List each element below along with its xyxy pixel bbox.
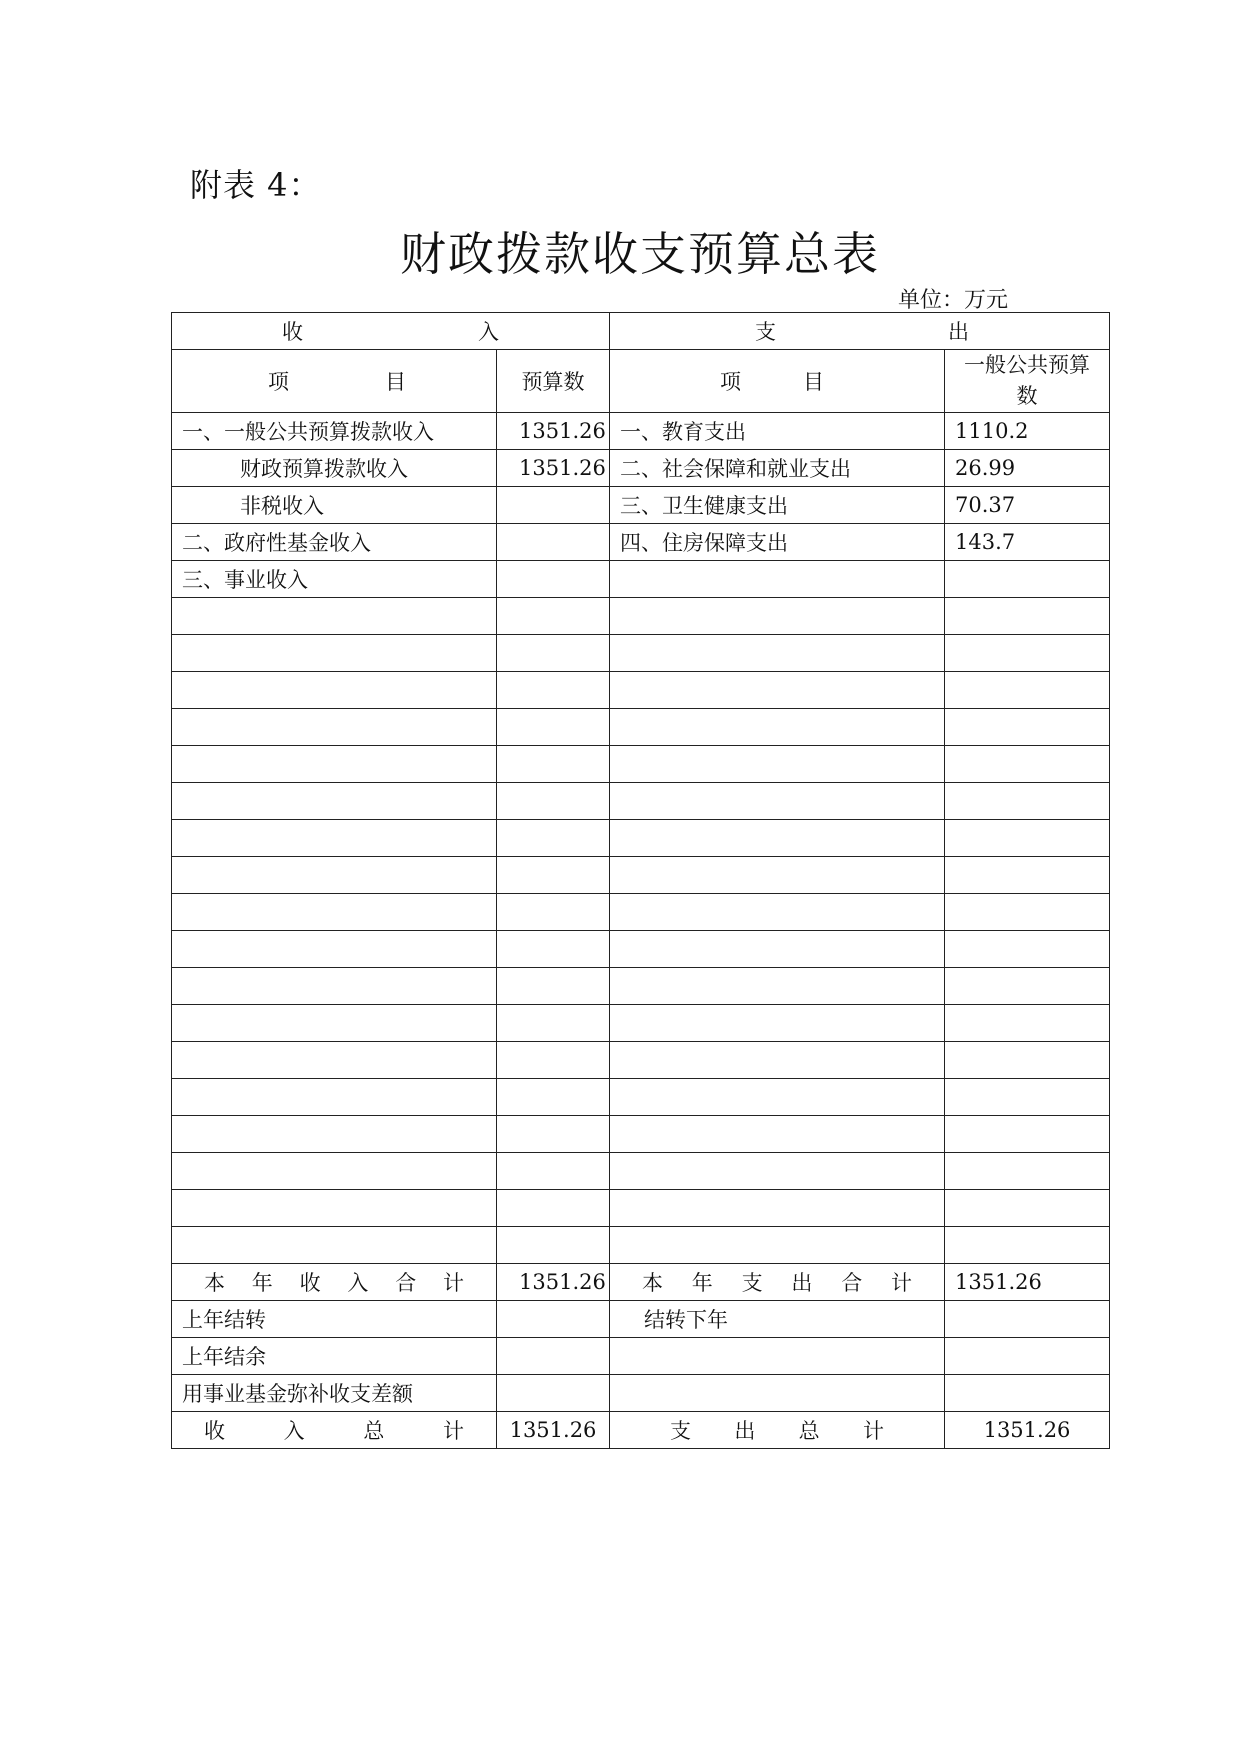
grand-income-total-label-char: 收: [204, 1419, 225, 1443]
header-char: 项: [720, 370, 741, 394]
empty-cell: [610, 1227, 945, 1264]
grand-income-total-label-char: 入: [283, 1419, 305, 1443]
grand-expense-total-label-char: 出: [734, 1419, 756, 1443]
income-item-cell: 非税收入: [172, 487, 497, 524]
empty-cell: [497, 672, 610, 709]
empty-cell: [172, 746, 497, 783]
empty-cell: [497, 1153, 610, 1190]
grand-income-total-label: [172, 1412, 497, 1449]
empty-cell: [945, 598, 1110, 635]
empty-cell: [945, 1079, 1110, 1116]
header-char: 目: [385, 370, 406, 394]
grand-total-row: [172, 1412, 1110, 1449]
empty-cell: [610, 783, 945, 820]
carry-income-item: 用事业基金弥补收支差额: [172, 1375, 497, 1412]
empty-row: [172, 1005, 1110, 1042]
expense-value-cell: 143.7: [945, 524, 1110, 561]
empty-cell: [172, 783, 497, 820]
empty-cell: [610, 931, 945, 968]
empty-cell: [172, 709, 497, 746]
year-expense-total-label-char: 支: [741, 1271, 763, 1295]
income-value-cell: 1351.26: [497, 413, 610, 450]
carry-expense-value: [945, 1301, 1110, 1338]
expense-section-char: 支: [755, 320, 776, 344]
year-income-total-label-char: 本: [204, 1271, 225, 1295]
empty-cell: [610, 709, 945, 746]
grand-income-total-label-char: 计: [442, 1419, 464, 1443]
empty-cell: [610, 1079, 945, 1116]
income-section-char: 收: [282, 320, 303, 344]
empty-row: [172, 1079, 1110, 1116]
empty-row: [172, 857, 1110, 894]
year-income-total-label-char: 合: [395, 1271, 417, 1295]
expense-value-cell: 70.37: [945, 487, 1110, 524]
document-title: 财政拨款收支预算总表: [400, 227, 880, 281]
empty-cell: [172, 1153, 497, 1190]
empty-row: [172, 709, 1110, 746]
empty-cell: [610, 1005, 945, 1042]
empty-cell: [610, 857, 945, 894]
empty-cell: [497, 1079, 610, 1116]
table-row: [172, 413, 1110, 450]
table-row: [172, 450, 1110, 487]
empty-cell: [497, 1116, 610, 1153]
expense-item-cell: 四、住房保障支出: [610, 524, 945, 561]
grand-income-total-value: 1351.26: [497, 1412, 610, 1449]
expense-item-cell: [610, 561, 945, 598]
year-income-total-label-char: 年: [251, 1271, 273, 1295]
carry-row: [172, 1338, 1110, 1375]
empty-cell: [497, 783, 610, 820]
empty-cell: [945, 1042, 1110, 1079]
empty-row: [172, 820, 1110, 857]
empty-row: [172, 1116, 1110, 1153]
empty-cell: [945, 635, 1110, 672]
empty-cell: [172, 820, 497, 857]
expense-item-header: [610, 350, 945, 413]
empty-cell: [172, 1190, 497, 1227]
empty-cell: [172, 1005, 497, 1042]
year-expense-total-label-char: 计: [890, 1271, 912, 1295]
grand-expense-total-label-char: 计: [862, 1419, 884, 1443]
carry-row: [172, 1301, 1110, 1338]
empty-row: [172, 1227, 1110, 1264]
carry-expense-item: [610, 1375, 945, 1412]
empty-cell: [945, 968, 1110, 1005]
empty-cell: [497, 598, 610, 635]
empty-cell: [172, 635, 497, 672]
header-char: 项: [268, 370, 289, 394]
income-item-cell: 财政预算拨款收入: [172, 450, 497, 487]
empty-row: [172, 672, 1110, 709]
empty-row: [172, 1042, 1110, 1079]
expense-item-cell: 二、社会保障和就业支出: [610, 450, 945, 487]
general-public-budget-header: 一般公共预算数: [945, 350, 1110, 413]
empty-cell: [497, 709, 610, 746]
table-row: [172, 487, 1110, 524]
empty-cell: [945, 1005, 1110, 1042]
carry-expense-item: 结转下年: [610, 1301, 945, 1338]
income-section-char: 入: [478, 320, 499, 344]
carry-expense-item: [610, 1338, 945, 1375]
empty-cell: [497, 1227, 610, 1264]
year-expense-total-label-char: 年: [691, 1271, 713, 1295]
empty-cell: [172, 931, 497, 968]
income-value-cell: [497, 487, 610, 524]
year-income-total-label: [172, 1264, 497, 1301]
empty-cell: [945, 709, 1110, 746]
table-row: [172, 524, 1110, 561]
year-income-total-value: 1351.26: [497, 1264, 610, 1301]
empty-cell: [172, 672, 497, 709]
grand-expense-total-label-char: 支: [670, 1419, 691, 1443]
income-item-cell: 三、事业收入: [172, 561, 497, 598]
empty-cell: [945, 672, 1110, 709]
empty-cell: [497, 746, 610, 783]
carry-expense-value: [945, 1338, 1110, 1375]
empty-cell: [945, 783, 1110, 820]
grand-expense-total-value: 1351.26: [945, 1412, 1110, 1449]
year-income-total-label-char: 入: [347, 1271, 369, 1295]
empty-row: [172, 635, 1110, 672]
empty-cell: [172, 598, 497, 635]
section-header-row: [172, 313, 1110, 350]
income-section-header: [172, 313, 610, 350]
empty-cell: [945, 820, 1110, 857]
income-item-cell: 一、一般公共预算拨款收入: [172, 413, 497, 450]
empty-cell: [172, 857, 497, 894]
income-item-cell: 二、政府性基金收入: [172, 524, 497, 561]
year-income-total-label-char: 计: [442, 1271, 464, 1295]
empty-row: [172, 931, 1110, 968]
income-value-cell: 1351.26: [497, 450, 610, 487]
empty-cell: [610, 1153, 945, 1190]
column-header-row: [172, 350, 1110, 413]
carry-income-value: [497, 1338, 610, 1375]
empty-cell: [497, 857, 610, 894]
year-income-total-label-char: 收: [299, 1271, 321, 1295]
empty-cell: [497, 635, 610, 672]
empty-cell: [610, 1190, 945, 1227]
appendix-label: 附表 4：: [190, 166, 322, 204]
empty-cell: [610, 635, 945, 672]
empty-row: [172, 783, 1110, 820]
empty-row: [172, 1190, 1110, 1227]
carry-income-value: [497, 1301, 610, 1338]
expense-item-cell: 三、卫生健康支出: [610, 487, 945, 524]
table-row: [172, 561, 1110, 598]
empty-cell: [610, 1042, 945, 1079]
empty-cell: [945, 746, 1110, 783]
empty-cell: [172, 894, 497, 931]
year-expense-total-value: 1351.26: [945, 1264, 1110, 1301]
grand-expense-total-label: [610, 1412, 945, 1449]
empty-cell: [610, 820, 945, 857]
empty-cell: [945, 894, 1110, 931]
grand-income-total-label-char: 总: [363, 1419, 385, 1443]
income-item-header: [172, 350, 497, 413]
empty-cell: [497, 1042, 610, 1079]
empty-cell: [945, 1227, 1110, 1264]
empty-cell: [497, 1190, 610, 1227]
carry-row: [172, 1375, 1110, 1412]
empty-row: [172, 598, 1110, 635]
carry-income-value: [497, 1375, 610, 1412]
empty-cell: [172, 1227, 497, 1264]
empty-cell: [172, 1042, 497, 1079]
expense-value-cell: 26.99: [945, 450, 1110, 487]
income-value-cell: [497, 524, 610, 561]
empty-row: [172, 894, 1110, 931]
empty-cell: [610, 894, 945, 931]
empty-row: [172, 968, 1110, 1005]
empty-cell: [945, 1190, 1110, 1227]
expense-value-cell: [945, 561, 1110, 598]
expense-section-header: [610, 313, 1110, 350]
expense-item-cell: 一、教育支出: [610, 413, 945, 450]
empty-cell: [497, 1005, 610, 1042]
empty-cell: [172, 1079, 497, 1116]
empty-cell: [610, 598, 945, 635]
carry-income-item: 上年结转: [172, 1301, 497, 1338]
empty-cell: [610, 672, 945, 709]
empty-cell: [610, 1116, 945, 1153]
empty-cell: [497, 931, 610, 968]
empty-row: [172, 1153, 1110, 1190]
year-expense-total-label-char: 合: [841, 1271, 863, 1295]
expense-value-cell: 1110.2: [945, 413, 1110, 450]
empty-cell: [945, 1153, 1110, 1190]
empty-cell: [172, 968, 497, 1005]
carry-expense-value: [945, 1375, 1110, 1412]
year-total-row: [172, 1264, 1110, 1301]
budget-count-header: 预算数: [497, 350, 610, 413]
grand-expense-total-label-char: 总: [798, 1419, 820, 1443]
unit-label: 单位：万元: [898, 288, 1009, 313]
expense-section-char: 出: [948, 320, 969, 344]
empty-cell: [610, 746, 945, 783]
empty-cell: [610, 968, 945, 1005]
header-char: 目: [803, 370, 824, 394]
empty-row: [172, 746, 1110, 783]
year-expense-total-label-char: 本: [642, 1271, 663, 1295]
empty-cell: [945, 931, 1110, 968]
empty-cell: [497, 820, 610, 857]
empty-cell: [945, 1116, 1110, 1153]
year-expense-total-label-char: 出: [791, 1271, 813, 1295]
income-value-cell: [497, 561, 610, 598]
empty-cell: [497, 894, 610, 931]
year-expense-total-label: [610, 1264, 945, 1301]
carry-income-item: 上年结余: [172, 1338, 497, 1375]
budget-summary-table: [171, 312, 1110, 1449]
empty-cell: [497, 968, 610, 1005]
empty-cell: [172, 1116, 497, 1153]
empty-cell: [945, 857, 1110, 894]
